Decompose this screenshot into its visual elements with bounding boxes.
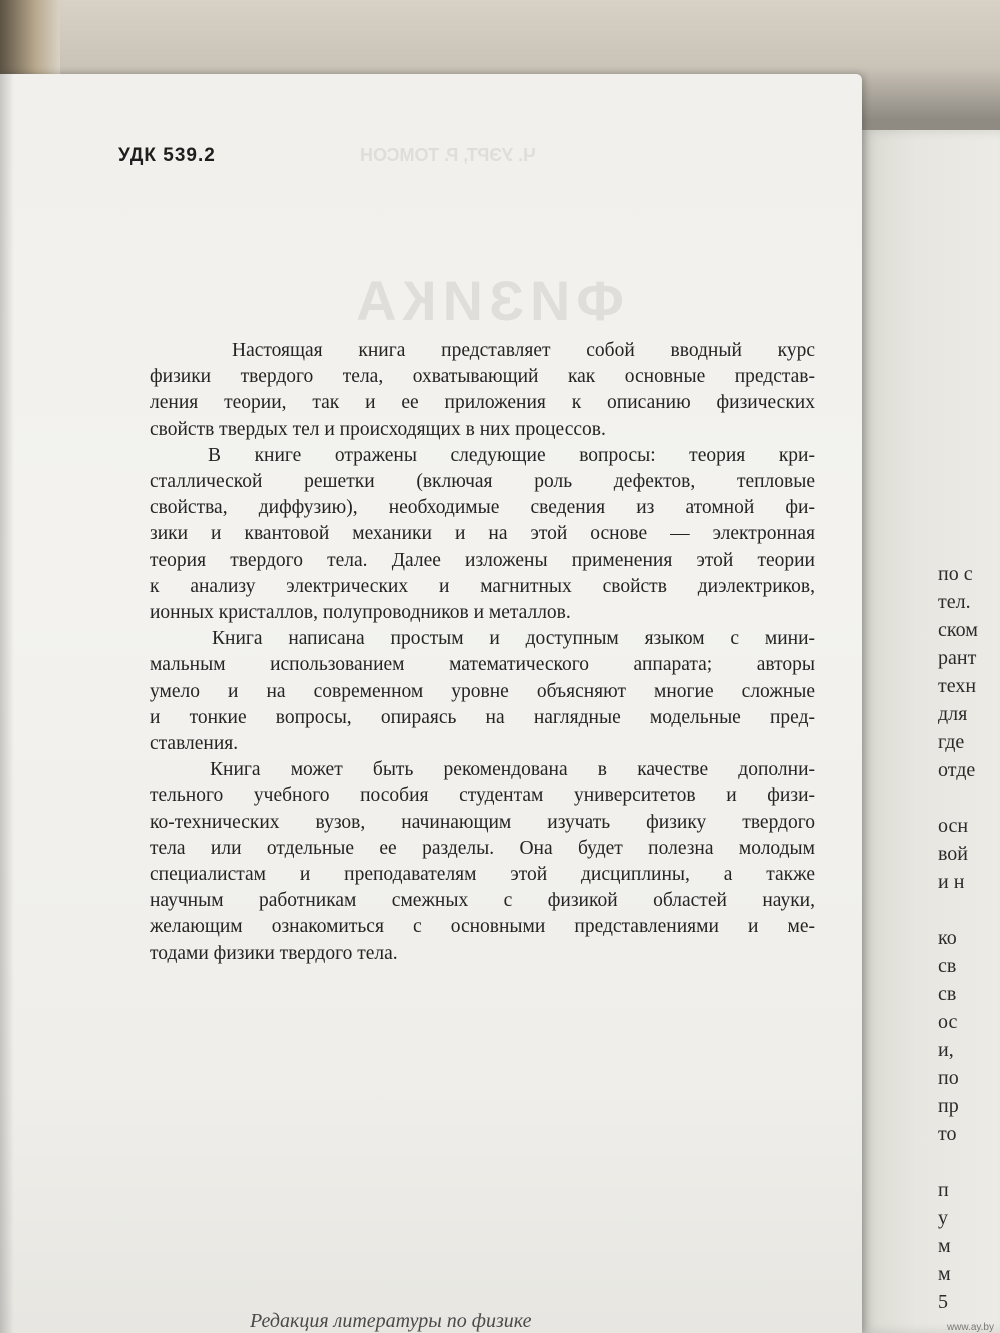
abstract-paragraph-2 [150,443,815,626]
text-line: умело и на современном уровне объясняют многие сложные [150,680,815,702]
abstract-paragraph-4 [150,757,815,967]
right-page-fragment: где [938,731,965,753]
text-line: научным работникам смежных с физикой областей науки, [150,890,815,912]
text-line: тодами физики твердого тела. [150,942,398,964]
right-page-fragment: тел. [938,591,971,613]
right-page-fragment: отде [938,759,976,781]
right-page-fragment: вой [938,843,969,865]
right-page-fragment: пр [938,1095,959,1117]
right-page-fragment: св [938,983,957,1005]
right-page-fragment: м [938,1263,951,1285]
text-line: тела или отдельные ее разделы. Она будет полезна молодым [150,837,815,859]
right-page-fragment: п [938,1179,949,1201]
right-page-fragment: по [938,1067,959,1089]
right-page-fragment: ском [938,619,978,641]
abstract-paragraph-1 [150,338,815,443]
right-page-fragment: то [938,1123,957,1145]
right-page-fragment: рант [938,647,977,669]
text-line: сталлической решетки (включая роль дефектов, тепловые [150,471,815,493]
text-line: к анализу электрических и магнитных свойств диэлектриков, [150,575,815,597]
right-page-fragment [938,784,1000,812]
text-line: и тонкие вопросы, опираясь на наглядные модельные пред- [150,706,815,728]
watermark: www.ay.by [946,1322,994,1333]
text-line: теория твердого тела. Далее изложены применения этой теории [150,549,815,571]
text-line: тельного учебного пособия студентам университетов и физи- [150,785,815,807]
udk-code: УДК 539.2 [118,145,216,166]
right-page-fragment: осн [938,815,969,837]
right-page-fragment: и н [938,871,965,893]
text-line: желающим ознакомиться с основными представлениями и ме- [150,916,815,938]
right-page-fragment [938,896,1000,924]
text-line: Настоящая книга представляет собой вводный курс [232,340,815,361]
text-line: Книга может быть рекомендована в качестве дополни- [210,759,815,781]
bottom-cut-off-text: Редакция литературы по физике [250,1310,532,1332]
right-page-fragment: св [938,955,957,977]
text-line: свойств твердых тел и происходящих в них процессов. [150,418,606,440]
page-shadow [0,74,14,1333]
book-abstract [150,338,815,967]
right-page-fragment: техн [938,675,977,697]
right-page-fragment: у [938,1207,948,1229]
right-page-fragment: по с [938,563,973,585]
right-page-fragment: ко [938,927,957,949]
text-line: ионных кристаллов, полупроводников и металлов. [150,602,571,624]
right-page-fragment: и, [938,1039,954,1061]
text-line: Книга написана простым и доступным языком с мини- [212,628,815,650]
show-through-title: ФИЗИКА [350,269,624,332]
text-line: зики и квантовой механики и на этой основе — электронная [150,523,815,545]
right-page-fragment: ос [938,1011,958,1033]
text-line: ко-технических вузов, начинающим изучать физику твердого [150,811,815,833]
abstract-paragraph-3 [150,626,815,757]
text-line: ления теории, так и ее приложения к описанию физических [150,392,815,414]
text-line: мальным использованием математического аппарата; авторы [150,654,815,676]
right-page-fragment: для [938,703,968,725]
right-page-fragment [938,1148,1000,1176]
text-line: физики твердого тела, охватывающий как основные представ- [150,366,815,388]
right-page-text [938,560,1000,1316]
show-through-authors: Ч. УЭРТ, Р. ТОМСОН [360,145,536,165]
text-line: специалистам и преподавателям этой дисциплины, а также [150,864,815,886]
right-page-fragment: м [938,1235,951,1257]
background-object [0,0,60,80]
text-line: В книге отражены следующие вопросы: теория кри- [208,444,815,466]
text-line: свойства, диффузию), необходимые сведения из атомной фи- [150,497,815,519]
right-page-fragment: 5 [938,1291,948,1313]
text-line: ставления. [150,733,239,755]
